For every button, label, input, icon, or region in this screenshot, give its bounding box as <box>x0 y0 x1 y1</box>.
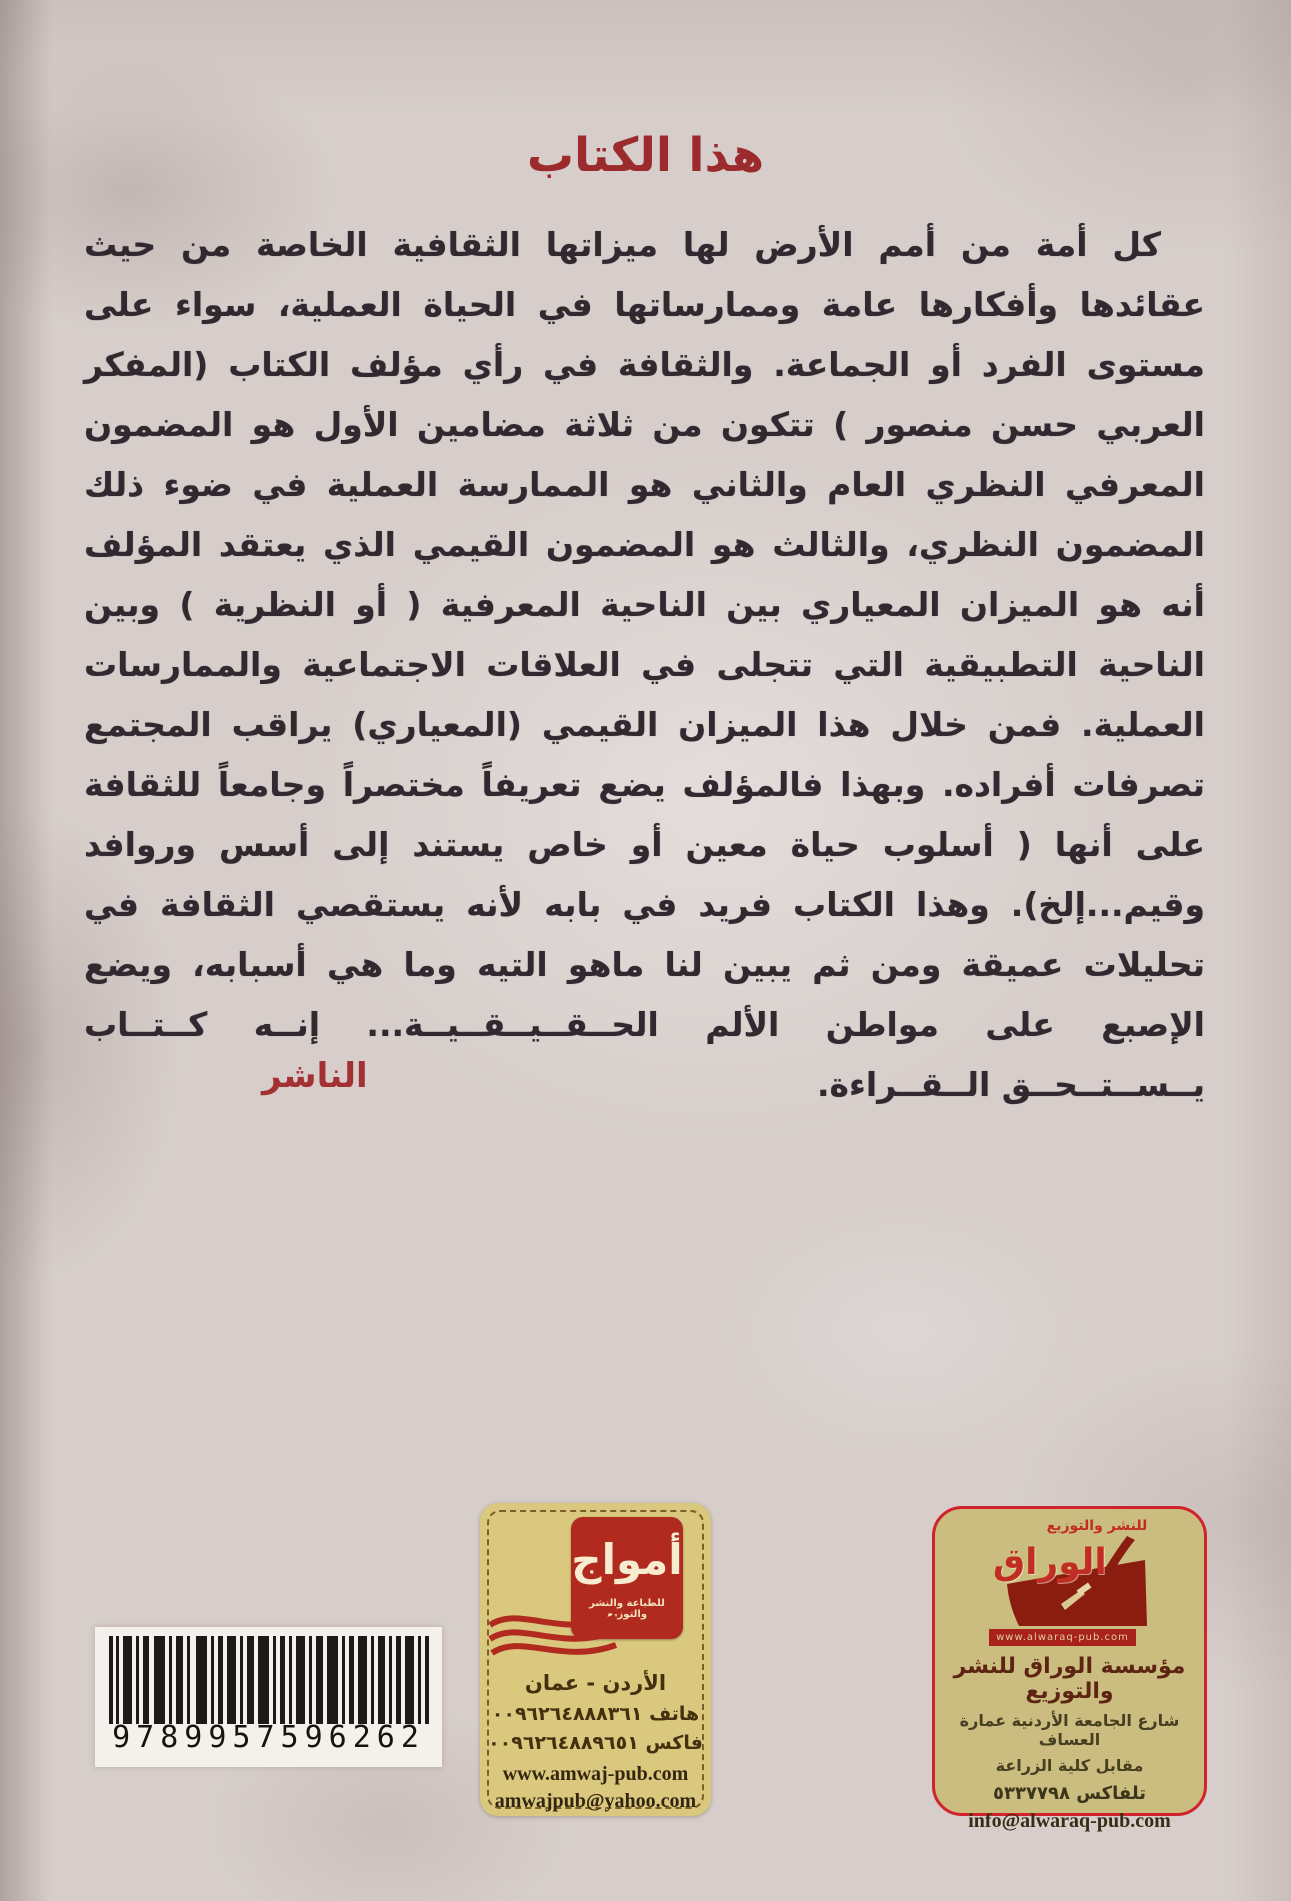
amwaj-fax: فاكس ٠٠٩٦٢٦٤٨٨٩٦٥١ <box>488 1732 703 1754</box>
isbn-barcode <box>95 1627 442 1767</box>
amwaj-logo-text: أمواج <box>571 1535 683 1584</box>
amwaj-publisher-stamp <box>480 1503 711 1816</box>
isbn-number: 9789957596262 <box>112 1720 425 1755</box>
alwaraq-telefax: تلفاكس ٥٣٣٧٧٩٨ <box>993 1783 1146 1804</box>
alwaraq-org-name: مؤسسة الوراق للنشر والتوزيع <box>953 1654 1186 1704</box>
alwaraq-address-1: شارع الجامعة الأردنية عمارة العساف <box>959 1711 1180 1749</box>
amwaj-contact-block <box>480 1671 711 1815</box>
page-title: هذا الكتاب <box>526 128 765 183</box>
alwaraq-logo <box>977 1534 1162 1646</box>
alwaraq-email: info@alwaraq-pub.com <box>968 1810 1171 1832</box>
amwaj-email: amwajpub@yahoo.com <box>494 1790 697 1812</box>
alwaraq-address-2: مقابل كلية الزراعة <box>995 1756 1144 1775</box>
barcode-bars <box>109 1636 429 1724</box>
book-description: كل أمة من أمم الأرض لها ميزاتها الثقافية الخاصة من حيث عقائدها وأفكارها عامة وممارساتها في الحياة العملية، سواء على مستوى الفرد أو الجماعة. والثقافة في رأي مؤلف الكتاب (المفكر العربي حسن منصور ) تتكون من ثلاثة مضامين الأول هو المضمون المعرفي النظري العام والثاني هو الممارسة العملية في ضوء ذلك المضمون النظري، والثالث هو المضمون القيمي الذي يعتقد المؤلف أنه هو الميزان المعياري بين الناحية المعرفية ( أو النظرية ) وبين الناحية التطبيقية التي تتجلى في العلاقات الاجتماعية والممارسات العملية. فمن خلال هذا الميزان القيمي (المعياري) يراقب المجتمع تصرفات أفراده. وبهذا فالمؤلف يضع تعريفاً مختصراً وجامعاً للثقافة على أنها ( أسلوب حياة معين أو خاص يستند إلى أسس وروافد وقيم...إلخ). وهذا الكتاب فريد في بابه لأنه يستقصي الثقافة في تحليلات عميقة ومن ثم يبين لنا ماهو التيه وما هي أسبابه، ويضع الإصبع على مواطن الألم الحــقــيــقــيــة... إنــه كــتــاب يــســتــحــق الــقــراءة. <box>84 225 1205 1104</box>
amwaj-logo-subtitle: للطباعة والنشر والتوزيع <box>589 1598 665 1620</box>
amwaj-phone: هاتف ٠٠٩٦٢٦٤٨٨٨٣٦١ <box>491 1703 700 1725</box>
amwaj-website: www.amwaj-pub.com <box>502 1763 689 1785</box>
alwaraq-tagline: للنشر والتوزيع <box>1046 1518 1148 1534</box>
alwaraq-logo-website: www.alwaraq-pub.com <box>989 1629 1136 1646</box>
alwaraq-logo-text: الوراق <box>993 1542 1107 1583</box>
amwaj-location: الأردن - عمان <box>524 1671 667 1695</box>
waves-icon <box>488 1595 618 1661</box>
alwaraq-publisher-stamp <box>932 1506 1207 1832</box>
publisher-signature: الناشر <box>262 1056 368 1096</box>
